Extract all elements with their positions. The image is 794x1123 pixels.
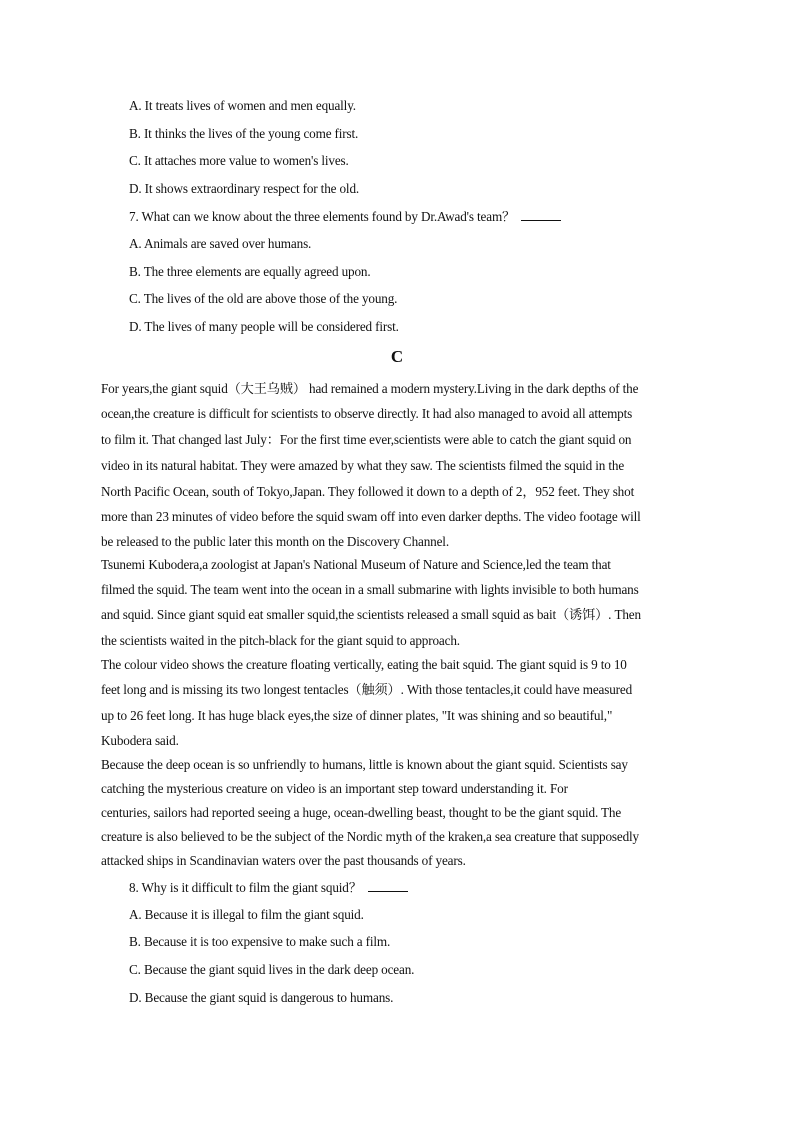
passage-line: and squid. Since giant squid eat smaller squid,the scientists released a small squid as bait（诱饵）. Then (101, 607, 641, 622)
section-heading: C (390, 347, 404, 366)
q7-stem: 7. What can we know about the three elements found by Dr.Awad's team？ (129, 209, 516, 224)
answer-blank (368, 879, 408, 892)
q7-option-d: D. The lives of many people will be considered first. (129, 319, 399, 334)
passage-line: feet long and is missing its two longest tentacles（触须）. With those tentacles,it could have measured (101, 682, 633, 697)
q7-option-b: B. The three elements are equally agreed upon. (129, 264, 371, 279)
passage-line: Tsunemi Kubodera,a zoologist at Japan's National Museum of Nature and Science,led the team that (101, 557, 611, 572)
answer-blank (521, 208, 561, 221)
q6-option-a: A. It treats lives of women and men equally. (129, 98, 356, 113)
passage-line: the scientists waited in the pitch-black for the giant squid to approach. (101, 633, 460, 648)
passage-line: attacked ships in Scandinavian waters over the past thousands of years. (101, 853, 466, 868)
passage-line: Because the deep ocean is so unfriendly to humans, little is known about the giant squid. Scientists say (101, 757, 628, 772)
passage-line: to film it. That changed last July：For the first time ever,scientists were able to catch the giant squid on (101, 432, 632, 447)
passage-line: ocean,the creature is difficult for scientists to observe directly. It had also managed to avoid all attempts (101, 406, 633, 421)
q6-option-b: B. It thinks the lives of the young come first. (129, 126, 359, 141)
passage-line: The colour video shows the creature floating vertically, eating the bait squid. The giant squid is 9 to 10 (101, 657, 627, 672)
passage-line: up to 26 feet long. It has huge black eyes,the size of dinner plates, "It was shining and so beautiful," (101, 708, 613, 723)
q7-option-c: C. The lives of the old are above those of the young. (129, 291, 398, 306)
q8-option-c: C. Because the giant squid lives in the dark deep ocean. (129, 962, 415, 977)
q8-option-a: A. Because it is illegal to film the giant squid. (129, 907, 364, 922)
q7-option-a: A. Animals are saved over humans. (129, 236, 312, 251)
passage-line: For years,the giant squid（大王乌贼） had remained a modern mystery.Living in the dark depths of the (101, 381, 639, 396)
passage-line: creature is also believed to be the subject of the Nordic myth of the kraken,a sea creature that supposedly (101, 829, 639, 844)
passage-line: North Pacific Ocean, south of Tokyo,Japan. They followed it down to a depth of 2，952 feet. They shot (101, 484, 635, 499)
passage-line: video in its natural habitat. They were amazed by what they saw. The scientists filmed the squid in the (101, 458, 625, 473)
passage-line: be released to the public later this month on the Discovery Channel. (101, 534, 449, 549)
q8-option-d: D. Because the giant squid is dangerous to humans. (129, 990, 394, 1005)
passage-line: catching the mysterious creature on video is an important step toward understanding it. For (101, 781, 568, 796)
q6-option-d: D. It shows extraordinary respect for the old. (129, 181, 360, 196)
q8-question (129, 879, 408, 896)
q6-option-c: C. It attaches more value to women's lives. (129, 153, 349, 168)
q8-option-b: B. Because it is too expensive to make such a film. (129, 934, 391, 949)
q8-stem: 8. Why is it difficult to film the giant squid？ (129, 880, 362, 895)
passage-line: more than 23 minutes of video before the squid swam off into even darker depths. The video footage will (101, 509, 641, 524)
passage-line: filmed the squid. The team went into the ocean in a small submarine with lights invisible to both humans (101, 582, 639, 597)
passage-line: centuries, sailors had reported seeing a huge, ocean-dwelling beast, thought to be the giant squid. The (101, 805, 622, 820)
q7-question (129, 208, 561, 225)
passage-line: Kubodera said. (101, 733, 179, 748)
